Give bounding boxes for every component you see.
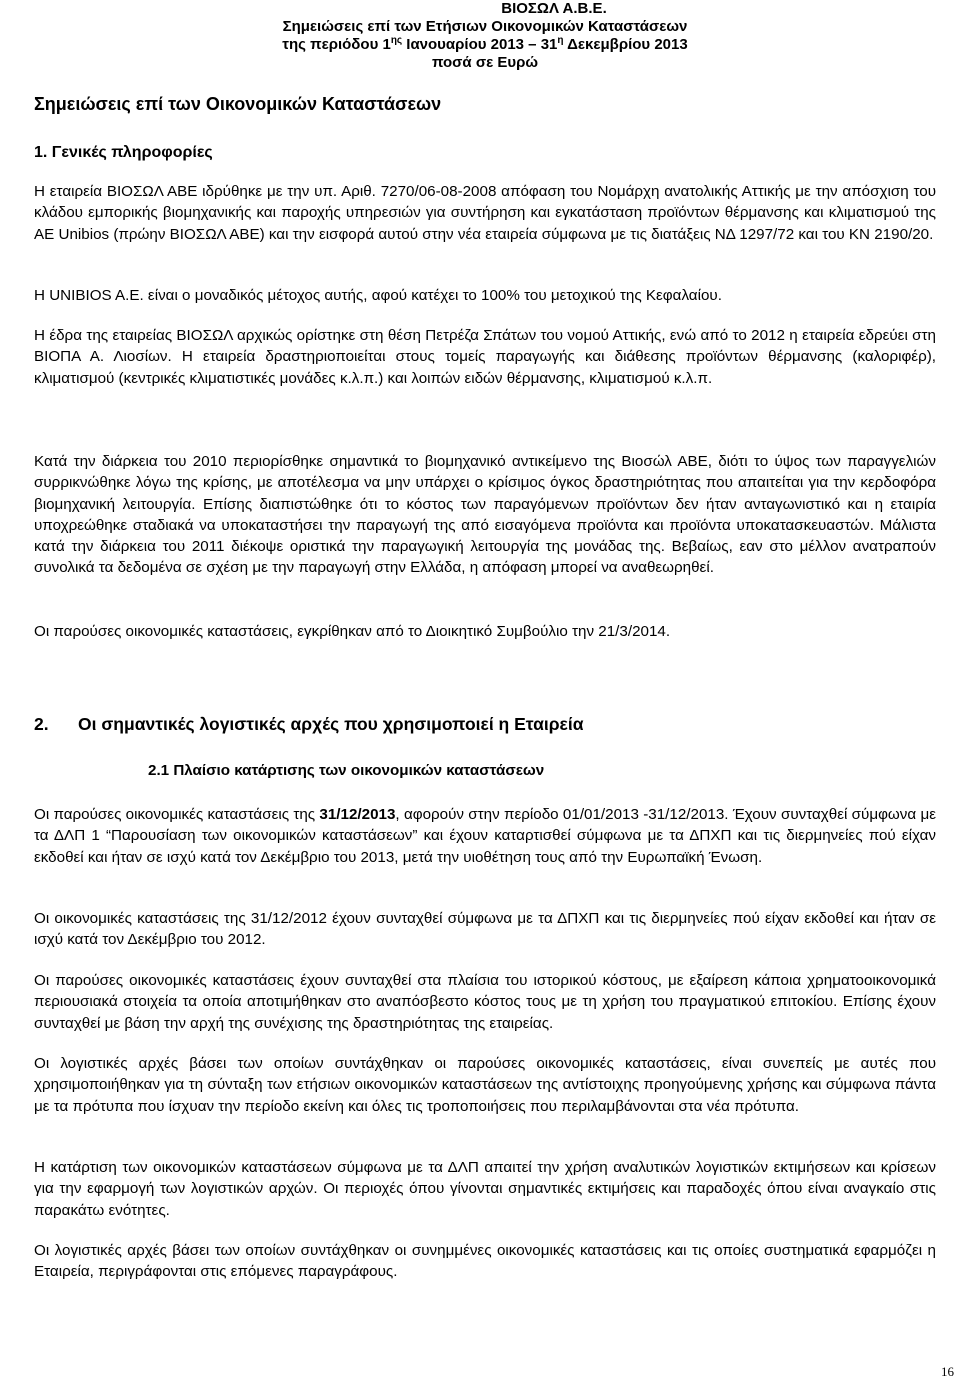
main-title: Σημειώσεις επί των Οικονομικών Καταστάσεων: [34, 94, 442, 114]
paragraph-bold-date: 31/12/2013: [319, 806, 396, 823]
period-superscript-2: η: [557, 35, 564, 46]
section-2-paragraph-1: [34, 804, 936, 868]
paragraph-text-start: Οι παρούσες οικονομικές καταστάσεις της: [34, 806, 320, 823]
period-middle-text: Ιανουαρίου 2013 – 31: [402, 36, 558, 53]
header-subtitle: Σημειώσεις επί των Ετήσιων Οικονομικών Καταστάσεων: [282, 18, 688, 35]
subsection-2-1-title: 2.1 Πλαίσιο κατάρτισης των οικονομικών καταστάσεων: [148, 762, 545, 779]
paragraph-text: Οι παρούσες οικονομικές καταστάσεις, εγκρίθηκαν από το Διοικητικό Συμβούλιο την 21/3/2014.: [34, 623, 671, 640]
section-2-paragraph-6: [34, 1240, 936, 1283]
section-1-paragraph-3: [34, 325, 936, 389]
section-2-paragraph-4: [34, 1053, 936, 1117]
paragraph-text: Οι λογιστικές αρχές βάσει των οποίων συντάχθηκαν οι παρούσες οικονομικές καταστάσεις, είναι συνεπείς με αυτές που χρησιμοποιήθηκαν για τη σύνταξη των ετήσιων οικονομικών καταστάσεων της αντίστοιχης προηγούμενης χρήσης και σύμφωνα πάντα με τα πρότυπα που ίσχυαν την περίοδο εκείνη και όλες τις τροποποιήσεις που περιλαμβάνονται στα νέα πρότυπα.: [34, 1055, 936, 1115]
page-header: [0, 0, 960, 72]
paragraph-text: Οι παρούσες οικονομικές καταστάσεις έχουν συνταχθεί στα πλαίσια του ιστορικού κόστους, με εξαίρεση κάποια χρηματοοικονομικά περιουσιακά στοιχεία τα οποία αποτιμήθηκαν στο αναπόσβεστο κόστος τους με τη χρήση του πραγματικού επιτοκίου. Επίσης έχουν συνταχθεί με βάση την αρχή της συνέχισης της δραστηριότητας της εταιρείας.: [34, 972, 936, 1032]
paragraph-text: Η κατάρτιση των οικονομικών καταστάσεων σύμφωνα με τα ΔΛΠ απαιτεί την χρήση αναλυτικών λογιστικών εκτιμήσεων και κρίσεων για την εφαρμογή των λογιστικών αρχών. Οι περιοχές όπου γίνονται σημαντικές εκτιμήσεις και παραδοχές όπου είναι αναγκαίο στις παρακάτω ενότητες.: [34, 1159, 936, 1219]
paragraph-text: Κατά την διάρκεια του 2010 περιορίσθηκε σημαντικά το βιομηχανικό αντικείμενο της Βιοσώλ ΑΒΕ, διότι το ύψος των παραγγελιών συρρικνώθηκε λόγω της κρίσης, με αποτέλεσμα να μην υπάρχει ο κρίσιμος όγκος δραστηριότητας που απαιτείται για την κερδοφόρα βιομηχανική λειτουργία. Επίσης διαπιστώθηκε ότι το κόστος των παραγόμενων προϊόντων δεν ήταν ανταγωνιστικό και η εταιρία υποχρεώθηκε σταδιακά να υποκαταστήσει την παραγωγή της από εισαγόμενα προϊόντα και προϊόντα υποκατασκευαστών. Μάλιστα κατά την διάρκεια του 2011 διέκοψε οριστικά την παραγωγική λειτουργία της μονάδας της. Βεβαίως, εαν στο μέλλον ανατραπούν συνολικά τα δεδομένα σε σχέση με την παραγωγή στην Ελλάδα, η απόφαση μπορεί να αναθεωρηθεί.: [34, 453, 936, 577]
section-1-paragraph-1: [34, 181, 936, 245]
section-2-paragraph-3: [34, 970, 936, 1034]
period-superscript-1: ης: [390, 35, 403, 46]
paragraph-text: Η εταιρεία ΒΙΟΣΩΛ ΑΒΕ ιδρύθηκε με την υπ. Αριθ. 7270/06-08-2008 απόφαση του Νομάρχη ανατολικής Αττικής με την απόσχιση του κλάδου εμπορικής βιομηχανικής και παροχής υπηρεσιών για συντήρηση και εγκατάσταση προϊόντων θέρμανσης και κλιματισμού της ΑΕ Unibios (πρώην ΒΙΟΣΩΛ ΑΒΕ) και την εισφορά αυτού στην νέα εταιρεία σύμφωνα με τις διατάξεις ΝΔ 1297/72 και του ΚΝ 2190/20.: [34, 183, 936, 243]
paragraph-text: Οι οικονομικές καταστάσεις της 31/12/2012 έχουν συνταχθεί σύμφωνα με τα ΔΠΧΠ και τις διερμηνείες πού είχαν εκδοθεί και ήταν σε ισχύ κατά τον Δεκέμβριο του 2012.: [34, 910, 936, 949]
header-currency: ποσά σε Ευρώ: [431, 54, 539, 71]
section-2-title: [34, 714, 583, 735]
section-1-paragraph-2: [34, 285, 936, 306]
company-name: ΒΙΟΣΩΛ Α.Β.Ε.: [501, 0, 607, 17]
section-1-paragraph-4: [34, 451, 936, 579]
section-2-number: 2.: [34, 714, 49, 734]
paragraph-text: Η έδρα της εταιρείας ΒΙΟΣΩΛ αρχικώς ορίστηκε στη θέση Πετρέζα Σπάτων του νομού Αττικής, ενώ από το 2012 η εταιρεία εδρεύει στη ΒΙΟΠΑ Α. Λιοσίων. Η εταιρεία δραστηριοποιείται στους τομείς παραγωγής και διάθεσης προϊόντων θέρμανσης (καλοριφέρ), κλιματισμού (κεντρικές κλιματιστικές μονάδες κ.λ.π.) και λοιπών ειδών θέρμανσης, κλιματισμού κ.λ.π.: [34, 327, 936, 387]
paragraph-text-end: , αφορούν στην περίοδο 01/01/2013 -31/12/2013. Έχουν συνταχθεί σύμφωνα με τα ΔΛΠ 1 “Παρουσίαση των οικονομικών καταστάσεων” και έχουν καταρτισθεί σύμφωνα με τα ΔΠΧΠ και τις διερμηνείες πού είχαν εκδοθεί και ήταν σε ισχύ κατά τον Δεκέμβριο του 2013, μετά την υιοθέτηση τους από την Ευρωπαϊκή Ένωση.: [34, 806, 936, 866]
header-period: [10, 36, 960, 54]
section-2-paragraph-5: [34, 1157, 936, 1221]
section-2-paragraph-2: [34, 908, 936, 951]
paragraph-text: [34, 804, 936, 868]
paragraph-text: Η UNIBIOS A.E. είναι ο μοναδικός μέτοχος αυτής, αφού κατέχει το 100% του μετοχικού της Κεφαλαίου.: [34, 287, 722, 304]
section-1-title: 1. Γενικές πληροφορίες: [34, 144, 213, 161]
period-start-text: της περιόδου 1: [282, 36, 391, 53]
page-number: 16: [941, 1364, 954, 1379]
paragraph-text: Οι λογιστικές αρχές βάσει των οποίων συντάχθηκαν οι συνημμένες οικονομικές καταστάσεις και τις οποίες συστηματικά εφαρμόζει η Εταιρεία, περιγράφονται στις επόμενες παραγράφους.: [34, 1242, 936, 1281]
period-end-text: Δεκεμβρίου 2013: [563, 36, 688, 53]
section-2-heading: Οι σημαντικές λογιστικές αρχές που χρησιμοποιεί η Εταιρεία: [78, 714, 584, 734]
section-1-paragraph-5: [34, 621, 936, 642]
